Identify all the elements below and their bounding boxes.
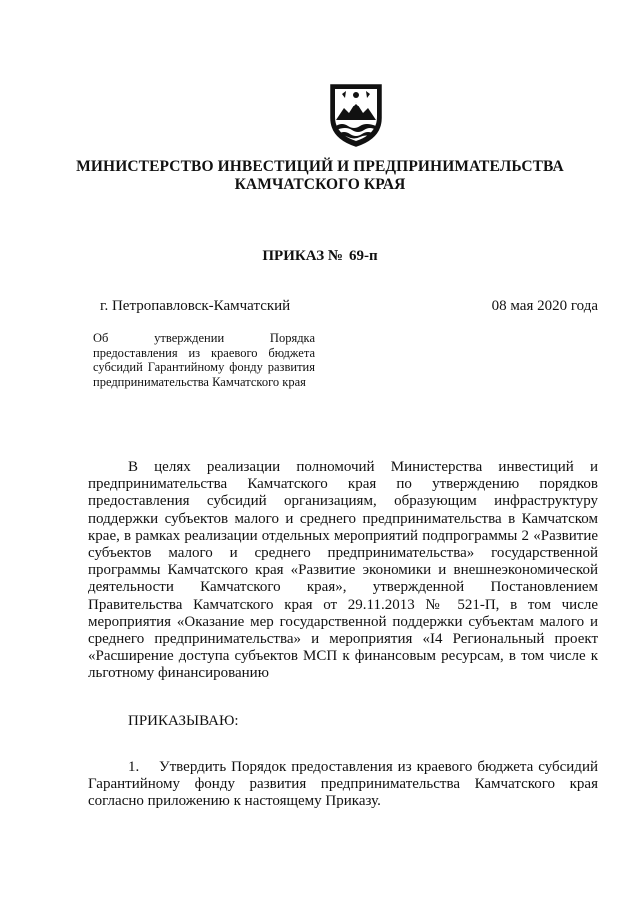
place-of-issue: г. Петропавловск-Камчатский bbox=[100, 298, 291, 314]
order-number: 69-п bbox=[348, 248, 378, 264]
order-item-1: 1. Утвердить Порядок предоставления из краевого бюджета субсидий Гарантийному фонду развития предпринимательства Камчатского края согласно приложению к настоящему Приказу. bbox=[88, 759, 602, 810]
order-title-label: ПРИКАЗ № bbox=[262, 248, 343, 264]
order-date: 08 мая 2020 года bbox=[491, 298, 598, 314]
order-directive-word: ПРИКАЗЫВАЮ: bbox=[128, 713, 239, 729]
order-title bbox=[0, 248, 640, 265]
preamble-paragraph: В целях реализации полномочий Министерства инвестиций и предпринимательства Камчатского края по утверждению порядков предоставления субсидий организациям, образующим инфраструктуру поддержки субъектов малого и среднего предпринимательства в Камчатском крае, в рамках реализации отдельных мероприятий подпрограммы 2 «Развитие субъектов малого и среднего предпринимательства» государственной программы Камчатского края «Развитие экономики и внешнеэкономической деятельности Камчатского края», утвержденной Постановлением Правительства Камчатского края от 29.11.2013 № 521-П, в том числе мероприятия «Оказание мер государственной поддержки субъектам малого и среднего предпринимательства» и мероприятия «I4 Региональный проект «Расширение доступа субъектов МСП к финансовым ресурсам, в том числе к льготному финансированию bbox=[88, 459, 598, 682]
ministry-name-line2: КАМЧАТСКОГО КРАЯ bbox=[234, 176, 406, 193]
kamchatka-coat-of-arms-icon bbox=[328, 82, 384, 148]
order-subject: Об утверждении Порядка предоставления из краевого бюджета субсидий Гарантийному фонду развития предпринимательства Камчатского края bbox=[93, 331, 315, 389]
ministry-name bbox=[60, 158, 580, 194]
ministry-name-line1: МИНИСТЕРСТВО ИНВЕСТИЦИЙ И ПРЕДПРИНИМАТЕЛЬСТВА bbox=[76, 158, 564, 175]
